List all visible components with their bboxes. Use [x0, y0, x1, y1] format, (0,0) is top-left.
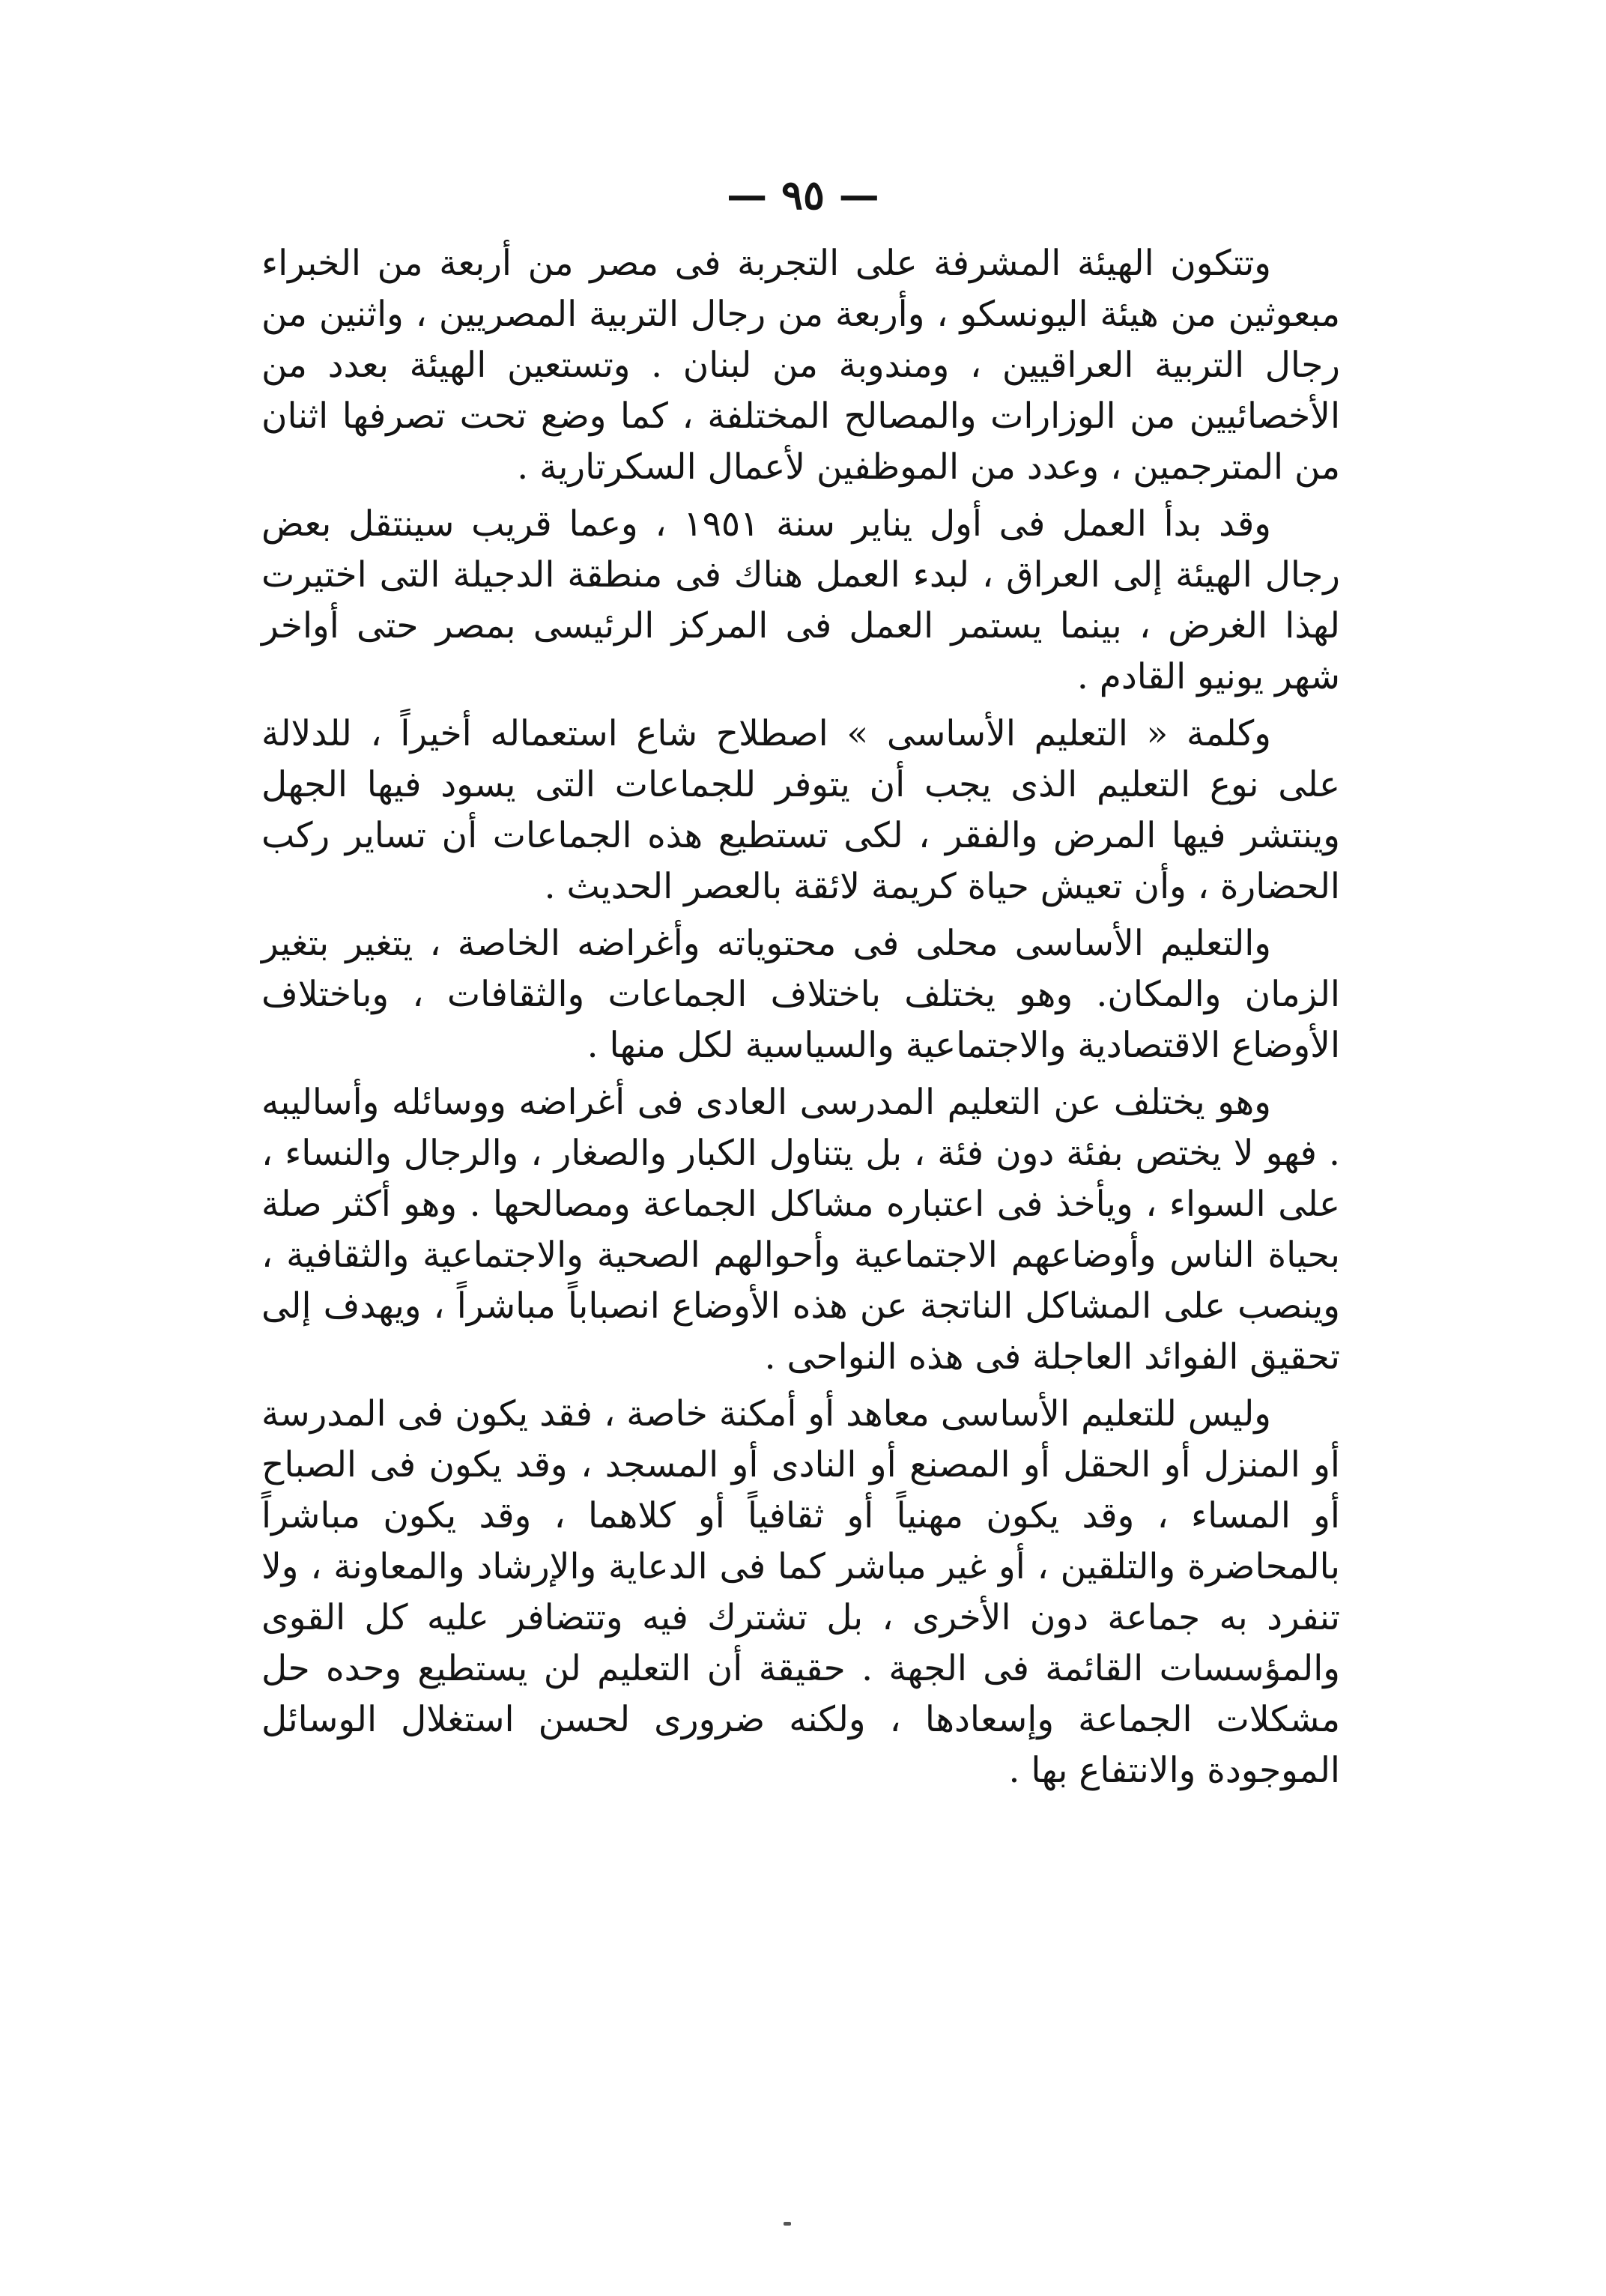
- scan-speck: [784, 2222, 791, 2226]
- body-text: [261, 238, 1340, 1802]
- paragraph-4: والتعليم الأساسى محلى فى محتوياته وأغراضه الخاصة ، يتغير بتغير الزمان والمكان. وهو يختلف باختلاف الجماعات والثقافات ، وباختلاف الأوضاع الاقتصادية والاجتماعية والسياسية لكل منها .: [261, 923, 1340, 1066]
- paragraph-3: وكلمة « التعليم الأساسى » اصطلاح شاع استعماله أخيراً ، للدلالة على نوع التعليم الذى يجب أن يتوفر للجماعات التى يسود فيها الجهل وينتشر فيها المرض والفقر ، لكى تستطيع هذه الجماعات أن تساير ركب الحضارة ، وأن تعيش حياة كريمة لائقة بالعصر الحديث .: [261, 713, 1340, 907]
- page-number: — ٩٥ —: [727, 171, 879, 219]
- paragraph-2: وقد بدأ العمل فى أول يناير سنة ١٩٥١ ، وعما قريب سينتقل بعض رجال الهيئة إلى العراق ، لبدء العمل هناك فى منطقة الدجيلة التى اختيرت لهذا الغرض ، بينما يستمر العمل فى المركز الرئيسى بمصر حتى أواخر شهر يونيو القادم .: [261, 503, 1340, 697]
- paragraph-1: وتتكون الهيئة المشرفة على التجربة فى مصر من أربعة من الخبراء مبعوثين من هيئة اليونسكو ، وأربعة من رجال التربية المصريين ، واثنين من رجال التربية العراقيين ، ومندوبة من لبنان . وتستعين الهيئة بعدد من الأخصائيين من الوزارات والمصالح المختلفة ، كما وضع تحت تصرفها اثنان من المترجمين ، وعدد من الموظفين لأعمال السكرتارية .: [261, 243, 1340, 488]
- paragraph-6: وليس للتعليم الأساسى معاهد أو أمكنة خاصة ، فقد يكون فى المدرسة أو المنزل أو الحقل أو المصنع أو النادى أو المسجد ، وقد يكون فى الصباح أو المساء ، وقد يكون مهنياً أو ثقافياً أو كلاهما ، وقد يكون مباشراً بالمحاضرة والتلقين ، أو غير مباشر كما فى الدعاية والإرشاد والمعاونة ، ولا تنفرد به جماعة دون الأخرى ، بل تشترك فيه وتتضافر عليه كل القوى والمؤسسات القائمة فى الجهة . حقيقة أن التعليم لن يستطيع وحده حل مشكلات الجماعة وإسعادها ، ولكنه ضرورى لحسن استغلال الوسائل الموجودة والانتفاع بها .: [261, 1393, 1340, 1791]
- paragraph-5: وهو يختلف عن التعليم المدرسى العادى فى أغراضه ووسائله وأساليبه . فهو لا يختص بفئة دون فئة ، بل يتناول الكبار والصغار ، والرجال والنساء ، على السواء ، ويأخذ فى اعتباره مشاكل الجماعة ومصالحها . وهو أكثر صلة بحياة الناس وأوضاعهم الاجتماعية وأحوالهم الصحية والاجتماعية والثقافية ، وينصب على المشاكل الناتجة عن هذه الأوضاع انصباباً مباشراً ، ويهدف إلى تحقيق الفوائد العاجلة فى هذه النواحى .: [261, 1082, 1340, 1378]
